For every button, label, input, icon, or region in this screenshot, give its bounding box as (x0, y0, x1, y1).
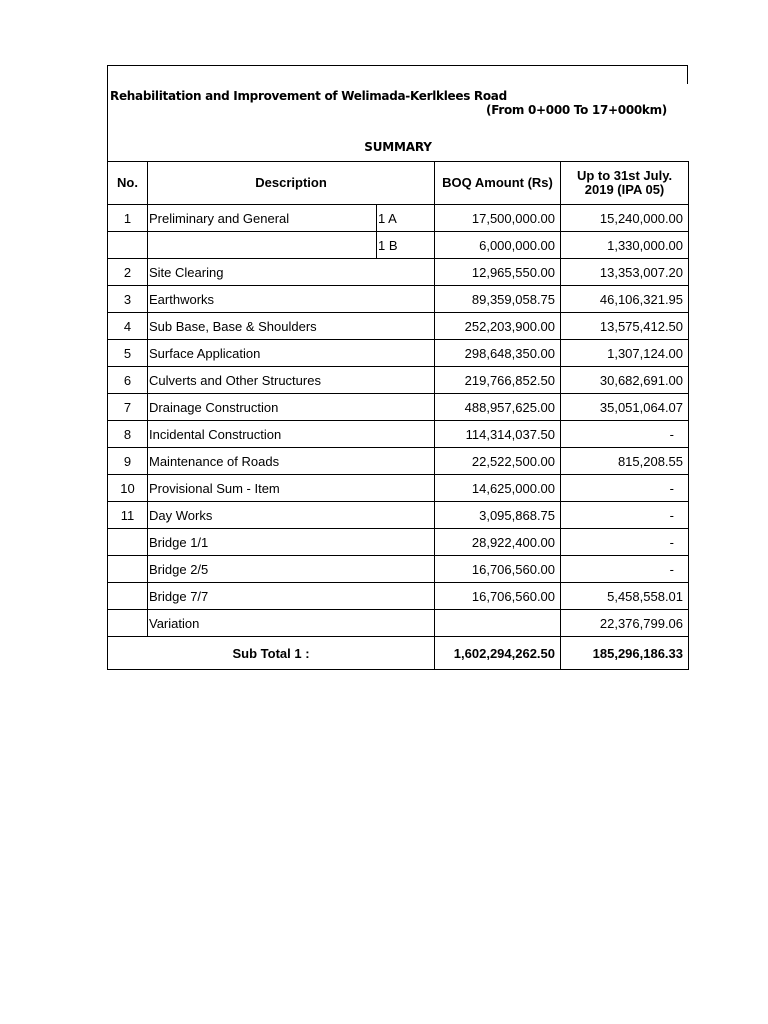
table-row (108, 232, 689, 259)
row-boq-amount: 3,095,868.75 (435, 502, 561, 529)
col-header-upto-line1: Up to 31st July. (576, 168, 673, 183)
row-number: 7 (108, 394, 148, 421)
row-description: Drainage Construction (148, 394, 435, 421)
row-number: 2 (108, 259, 148, 286)
row-upto-amount: 15,240,000.00 (561, 205, 689, 232)
row-boq-amount: 16,706,560.00 (435, 583, 561, 610)
row-upto-amount: - (561, 529, 689, 556)
row-boq-amount: 89,359,058.75 (435, 286, 561, 313)
chainage-range: (From 0+000 To 17+000km) (486, 103, 667, 117)
row-sub-item: 1 B (377, 232, 435, 259)
row-description: Variation (148, 610, 435, 637)
row-description: Sub Base, Base & Shoulders (148, 313, 435, 340)
row-description: Day Works (148, 502, 435, 529)
row-upto-amount: 815,208.55 (561, 448, 689, 475)
row-number: 9 (108, 448, 148, 475)
row-description: Surface Application (148, 340, 435, 367)
row-number: 3 (108, 286, 148, 313)
table-row (108, 340, 689, 367)
subtotal-label: Sub Total 1 : (108, 637, 435, 670)
summary-heading: SUMMARY (364, 140, 432, 154)
row-boq-amount: 22,522,500.00 (435, 448, 561, 475)
row-number (108, 232, 148, 259)
table-row (108, 502, 689, 529)
row-description: Bridge 7/7 (148, 583, 435, 610)
row-boq-amount: 219,766,852.50 (435, 367, 561, 394)
table-row (108, 286, 689, 313)
row-upto-amount: 13,575,412.50 (561, 313, 689, 340)
row-boq-amount: 252,203,900.00 (435, 313, 561, 340)
row-upto-amount: 30,682,691.00 (561, 367, 689, 394)
row-description: Culverts and Other Structures (148, 367, 435, 394)
row-boq-amount: 16,706,560.00 (435, 556, 561, 583)
row-number: 1 (108, 205, 148, 232)
row-upto-amount: - (561, 502, 689, 529)
row-upto-amount: 13,353,007.20 (561, 259, 689, 286)
table-row (108, 367, 689, 394)
col-header-description: Description (148, 162, 435, 205)
row-description: Bridge 1/1 (148, 529, 435, 556)
table-row (108, 529, 689, 556)
row-description: Site Clearing (148, 259, 435, 286)
table-row (108, 259, 689, 286)
row-number: 4 (108, 313, 148, 340)
sheet-header (107, 65, 688, 161)
col-header-upto (561, 162, 689, 205)
row-sub-item: 1 A (377, 205, 435, 232)
row-boq-amount: 28,922,400.00 (435, 529, 561, 556)
row-boq-amount (435, 610, 561, 637)
row-description: Maintenance of Roads (148, 448, 435, 475)
subtotal-upto: 185,296,186.33 (561, 637, 689, 670)
table-row (108, 583, 689, 610)
row-number: 6 (108, 367, 148, 394)
table-row (108, 394, 689, 421)
subtotal-boq: 1,602,294,262.50 (435, 637, 561, 670)
row-boq-amount: 17,500,000.00 (435, 205, 561, 232)
table-row (108, 205, 689, 232)
row-description: Earthworks (148, 286, 435, 313)
row-description: Bridge 2/5 (148, 556, 435, 583)
col-header-upto-line2: 2019 (IPA 05) (584, 182, 665, 197)
row-boq-amount: 6,000,000.00 (435, 232, 561, 259)
table-row (108, 421, 689, 448)
summary-table (107, 161, 689, 670)
row-boq-amount: 298,648,350.00 (435, 340, 561, 367)
table-header-row (108, 162, 689, 205)
row-upto-amount: - (561, 556, 689, 583)
document-title: Rehabilitation and Improvement of Welimada-Kerlklees Road (110, 89, 507, 103)
row-upto-amount: 1,307,124.00 (561, 340, 689, 367)
row-number (108, 556, 148, 583)
row-upto-amount: - (561, 475, 689, 502)
row-number (108, 529, 148, 556)
row-upto-amount: - (561, 421, 689, 448)
row-number: 11 (108, 502, 148, 529)
row-description: Incidental Construction (148, 421, 435, 448)
row-boq-amount: 12,965,550.00 (435, 259, 561, 286)
row-number (108, 610, 148, 637)
row-upto-amount: 35,051,064.07 (561, 394, 689, 421)
row-number: 10 (108, 475, 148, 502)
table-row (108, 475, 689, 502)
subtotal-row (108, 637, 689, 670)
row-number (108, 583, 148, 610)
row-description: Preliminary and General (148, 205, 377, 232)
row-boq-amount: 114,314,037.50 (435, 421, 561, 448)
col-header-boq: BOQ Amount (Rs) (435, 162, 561, 205)
header-edge (687, 66, 688, 84)
row-description: Provisional Sum - Item (148, 475, 435, 502)
table-row (108, 448, 689, 475)
row-upto-amount: 1,330,000.00 (561, 232, 689, 259)
row-upto-amount: 22,376,799.06 (561, 610, 689, 637)
summary-sheet (107, 65, 688, 670)
row-number: 8 (108, 421, 148, 448)
row-upto-amount: 46,106,321.95 (561, 286, 689, 313)
row-boq-amount: 488,957,625.00 (435, 394, 561, 421)
row-number: 5 (108, 340, 148, 367)
row-description (148, 232, 377, 259)
table-row (108, 313, 689, 340)
table-row (108, 556, 689, 583)
row-boq-amount: 14,625,000.00 (435, 475, 561, 502)
col-header-no: No. (108, 162, 148, 205)
table-row (108, 610, 689, 637)
row-upto-amount: 5,458,558.01 (561, 583, 689, 610)
